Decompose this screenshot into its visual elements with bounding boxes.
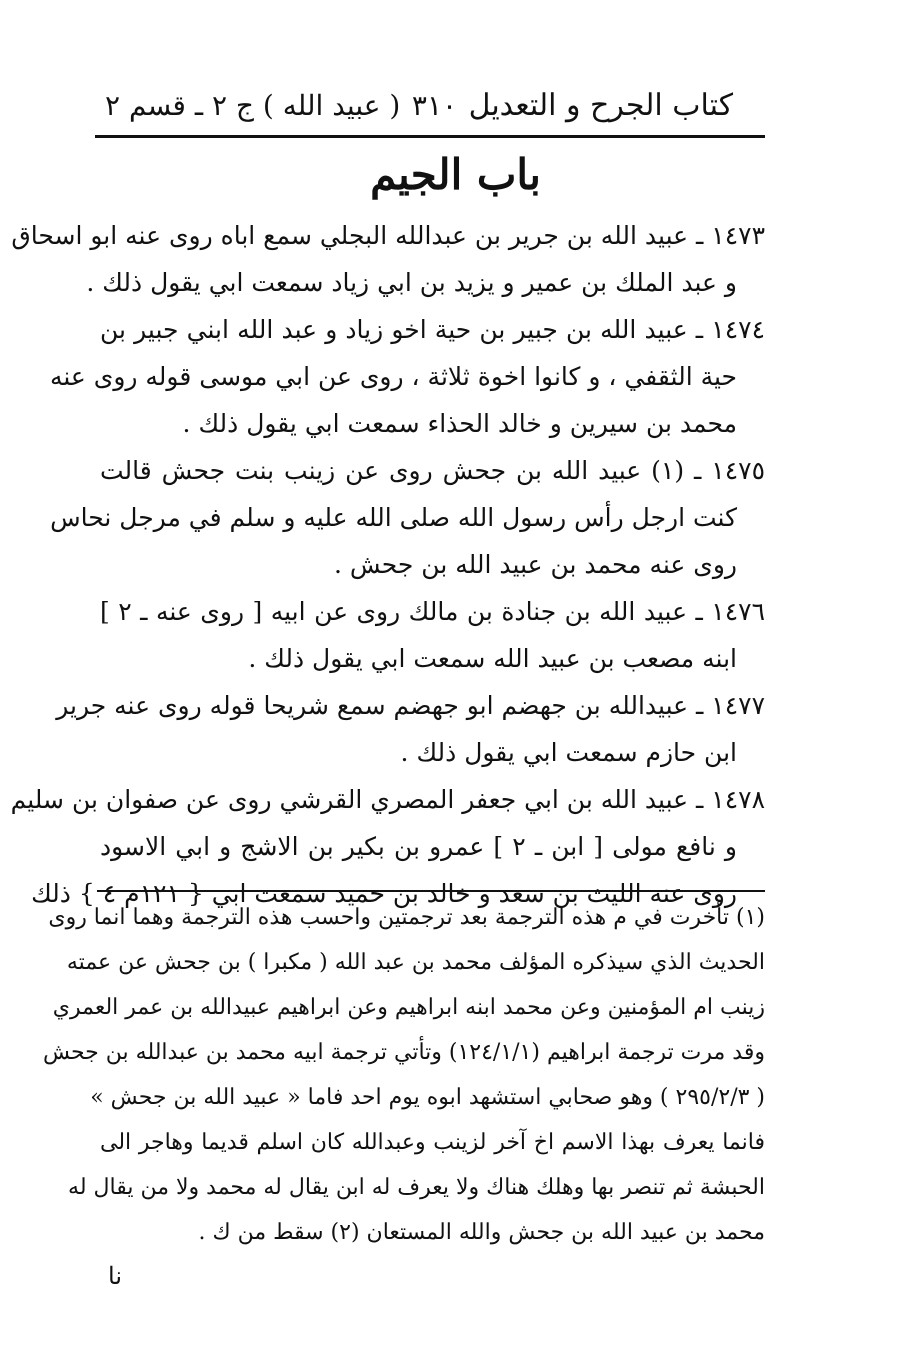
footnote-line: وقد مرت ترجمة ابراهيم (١٢٤/١/١) وتأتي ترجمة ابيه محمد بن عبدالله بن جحش (42, 1040, 765, 1065)
entry-line: ١٤٧٣ ـ عبيد الله بن جرير بن عبدالله البجلي سمع اباه روى عنه ابو اسحاق (11, 221, 765, 250)
entry-1473 (11, 212, 765, 306)
entry-line: و عبد الملك بن عمير و يزيد بن ابي زياد سمعت ابي يقول ذلك . (86, 268, 737, 297)
entry-line: ١٤٧٦ ـ عبيد الله بن جنادة بن مالك روى عن ابيه [ روى عنه ـ ٢ ] (100, 597, 765, 626)
footnote-line: ( ٢٩٥/٢/٣ ) وهو صحابي استشهد ابوه يوم احد فاما « عبيد الله بن جحش » (90, 1085, 765, 1110)
entry-line: كنت ارجل رأس رسول الله صلى الله عليه و سلم في مرجل نحاس (50, 503, 737, 532)
footnotes (42, 895, 765, 1255)
entry-1474 (49, 306, 765, 447)
footnote-line: الحبشة ثم تنصر بها وهلك هناك ولا يعرف له ابن يقال له محمد ولا من يقال له (68, 1175, 765, 1200)
entry-line: ١٤٧٤ ـ عبيد الله بن جبير بن حية اخو زياد و عبد الله ابني جبير بن (100, 315, 765, 344)
entry-1477 (56, 682, 765, 776)
entry-1476 (100, 588, 765, 682)
entry-line: و نافع مولى [ ابن ـ ٢ ] عمرو بن بكير بن الاشج و ابي الاسود (100, 832, 737, 861)
header-rule (95, 135, 765, 138)
footnote-line: الحديث الذي سيذكره المؤلف محمد بن عبد الله ( مكبرا ) بن جحش عن عمته (66, 950, 765, 975)
entry-1475 (50, 447, 765, 588)
entry-line: ابنه مصعب بن عبيد الله سمعت ابي يقول ذلك . (248, 644, 737, 673)
entry-line: حية الثقفي ، و كانوا اخوة ثلاثة ، روى عن ابي موسى قوله روى عنه (49, 362, 737, 391)
entry-line: ابن حازم سمعت ابي يقول ذلك . (400, 738, 737, 767)
page-number: ٣١٠ (411, 88, 458, 122)
footnote-line: محمد بن عبيد الله بن جحش والله المستعان (٢) سقط من ك . (198, 1220, 765, 1245)
entry-line: ١٤٧٨ ـ عبيد الله بن ابي جعفر المصري القرشي روى عن صفوان بن سليم (10, 785, 765, 814)
footnote-line: فانما يعرف بهذا الاسم اخ آخر لزينب وعبدالله كان اسلم قديما وهاجر الى (100, 1130, 765, 1155)
running-header (105, 86, 733, 124)
footnote-line: (١) تأخرت في م هذه الترجمة بعد ترجمتين واحسب هذه الترجمة وهما انما روى (48, 905, 765, 930)
book-title: كتاب الجرح و التعديل (468, 87, 733, 123)
entry-line: ١٤٧٧ ـ عبيدالله بن جهضم ابو جهضم سمع شريحا قوله روى عنه جرير (56, 691, 765, 720)
entry-line: روى عنه الليث بن سعد و خالد بن حميد سمعت ابي { ١٢١م ٤ } ذلك (31, 879, 737, 908)
footnote-rule (97, 890, 765, 892)
signature-mark: نا (108, 1262, 122, 1290)
entry-line: روى عنه محمد بن عبيد الله بن جحش . (333, 550, 737, 579)
entry-line: ١٤٧٥ ـ (١) عبيد الله بن جحش روى عن زينب بنت جحش قالت (100, 456, 765, 485)
chapter-title: باب الجيم (370, 150, 541, 199)
entries-list (10, 212, 765, 917)
footnote-line: زينب ام المؤمنين وعن محمد ابنه ابراهيم وعن ابراهيم عبيدالله بن عمر العمري (52, 995, 765, 1020)
section-label: ( عبيد الله ) ج ٢ ـ قسم ٢ (105, 88, 401, 122)
entry-line: محمد بن سيرين و خالد الحذاء سمعت ابي يقول ذلك . (182, 409, 737, 438)
